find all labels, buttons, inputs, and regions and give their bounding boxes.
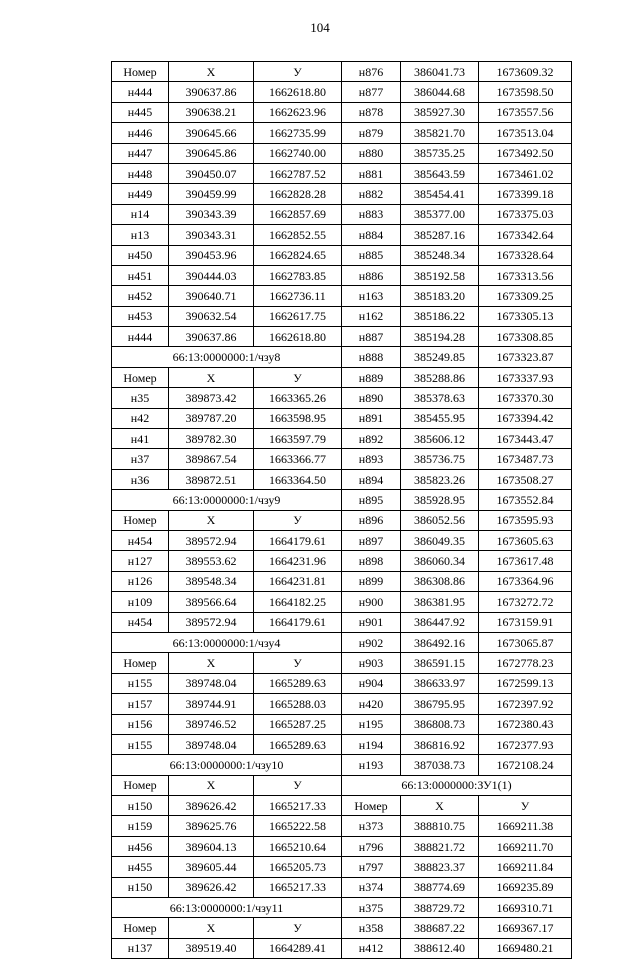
x-coordinate-cell: Х [169, 367, 254, 387]
point-number-cell: н41 [112, 429, 169, 449]
parcel-id-cell: 66:13:0000000:1/чзу9 [112, 490, 342, 510]
y-coordinate-cell: 1673492.50 [479, 143, 572, 163]
y-coordinate-cell: 1672397.92 [479, 694, 572, 714]
point-number-cell: н902 [342, 632, 401, 652]
table-row [112, 449, 572, 469]
point-number-cell: н13 [112, 225, 169, 245]
x-coordinate-cell: 385183.20 [401, 286, 479, 306]
y-coordinate-cell: 1662618.80 [254, 82, 342, 102]
coordinates-table-body [112, 62, 572, 959]
x-coordinate-cell: 385186.22 [401, 306, 479, 326]
y-coordinate-cell: 1669310.71 [479, 898, 572, 918]
table-row [112, 184, 572, 204]
y-coordinate-cell: 1673513.04 [479, 123, 572, 143]
x-coordinate-cell: 385823.26 [401, 469, 479, 489]
x-coordinate-cell: 386447.92 [401, 612, 479, 632]
point-number-cell: н444 [112, 327, 169, 347]
x-coordinate-cell: 389873.42 [169, 388, 254, 408]
parcel-id-cell: 66:13:0000000:1/чзу4 [112, 632, 342, 652]
y-coordinate-cell: 1662852.55 [254, 225, 342, 245]
x-coordinate-cell: 390645.86 [169, 143, 254, 163]
parcel-id-cell: 66:13:0000000:1/чзу8 [112, 347, 342, 367]
point-number-cell: н42 [112, 408, 169, 428]
point-number-cell: н896 [342, 510, 401, 530]
y-coordinate-cell: 1663366.77 [254, 449, 342, 469]
y-coordinate-cell: 1663598.95 [254, 408, 342, 428]
point-number-cell: н899 [342, 571, 401, 591]
point-number-cell: н412 [342, 938, 401, 958]
y-coordinate-cell: 1673557.56 [479, 102, 572, 122]
point-number-cell: н155 [112, 734, 169, 754]
x-coordinate-cell: 386308.86 [401, 571, 479, 591]
y-coordinate-cell: 1673308.85 [479, 327, 572, 347]
x-coordinate-cell: 386633.97 [401, 673, 479, 693]
x-coordinate-cell: 386816.92 [401, 734, 479, 754]
y-coordinate-cell: 1665287.25 [254, 714, 342, 734]
point-number-cell: н885 [342, 245, 401, 265]
x-coordinate-cell: 390632.54 [169, 306, 254, 326]
x-coordinate-cell: 389746.52 [169, 714, 254, 734]
y-coordinate-cell: 1673159.91 [479, 612, 572, 632]
point-number-cell: н373 [342, 816, 401, 836]
point-number-cell: н898 [342, 551, 401, 571]
point-number-cell: н892 [342, 429, 401, 449]
y-coordinate-cell: 1669480.21 [479, 938, 572, 958]
y-coordinate-cell: 1665210.64 [254, 836, 342, 856]
y-coordinate-cell: У [254, 367, 342, 387]
point-number-cell: н127 [112, 551, 169, 571]
x-coordinate-cell: 390453.96 [169, 245, 254, 265]
parcel-id-cell: 66:13:0000000:1/чзу11 [112, 898, 342, 918]
table-row [112, 734, 572, 754]
y-coordinate-cell: У [254, 510, 342, 530]
x-coordinate-cell: 385378.63 [401, 388, 479, 408]
y-coordinate-cell: 1662857.69 [254, 204, 342, 224]
x-coordinate-cell: 385606.12 [401, 429, 479, 449]
point-number-cell: н879 [342, 123, 401, 143]
point-number-cell: н445 [112, 102, 169, 122]
y-coordinate-cell: 1673508.27 [479, 469, 572, 489]
point-number-cell: н137 [112, 938, 169, 958]
x-coordinate-cell: 386795.95 [401, 694, 479, 714]
point-number-cell: н886 [342, 265, 401, 285]
point-number-cell: н877 [342, 82, 401, 102]
y-coordinate-cell: 1673595.93 [479, 510, 572, 530]
y-coordinate-cell: 1664231.96 [254, 551, 342, 571]
point-number-cell: н904 [342, 673, 401, 693]
point-number-cell: н155 [112, 673, 169, 693]
x-coordinate-cell: 385821.70 [401, 123, 479, 143]
y-coordinate-cell: 1662736.11 [254, 286, 342, 306]
table-row [112, 816, 572, 836]
x-coordinate-cell: 389548.34 [169, 571, 254, 591]
point-number-cell: н358 [342, 918, 401, 938]
y-coordinate-cell: 1664179.61 [254, 530, 342, 550]
page-number: 104 [310, 20, 330, 35]
x-coordinate-cell: 389553.62 [169, 551, 254, 571]
y-coordinate-cell: 1673552.84 [479, 490, 572, 510]
point-number-cell: н162 [342, 306, 401, 326]
x-coordinate-cell: 385736.75 [401, 449, 479, 469]
point-number-cell: н887 [342, 327, 401, 347]
y-coordinate-cell: 1673313.56 [479, 265, 572, 285]
point-number-cell: Номер [112, 367, 169, 387]
y-coordinate-cell: 1673394.42 [479, 408, 572, 428]
x-coordinate-cell: 385454.41 [401, 184, 479, 204]
x-coordinate-cell: 389626.42 [169, 796, 254, 816]
y-coordinate-cell: 1673598.50 [479, 82, 572, 102]
x-coordinate-cell: 389519.40 [169, 938, 254, 958]
x-coordinate-cell: 389748.04 [169, 673, 254, 693]
x-coordinate-cell: 389744.91 [169, 694, 254, 714]
point-number-cell: н159 [112, 816, 169, 836]
point-number-cell: н156 [112, 714, 169, 734]
y-coordinate-cell: 1664231.81 [254, 571, 342, 591]
table-row [112, 102, 572, 122]
x-coordinate-cell: 390343.39 [169, 204, 254, 224]
table-row [112, 714, 572, 734]
x-coordinate-cell: 389566.64 [169, 592, 254, 612]
x-coordinate-cell: 390343.31 [169, 225, 254, 245]
x-coordinate-cell: 388810.75 [401, 816, 479, 836]
table-row [112, 204, 572, 224]
parcel-id-cell: 66:13:0000000:1/чзу10 [112, 755, 342, 775]
y-coordinate-cell: 1669211.84 [479, 857, 572, 877]
point-number-cell: н900 [342, 592, 401, 612]
point-number-cell: н126 [112, 571, 169, 591]
table-row [112, 551, 572, 571]
point-number-cell: Номер [342, 796, 401, 816]
point-number-cell: н903 [342, 653, 401, 673]
table-row [112, 653, 572, 673]
x-coordinate-cell: 390637.86 [169, 82, 254, 102]
table-row [112, 62, 572, 82]
point-number-cell: н420 [342, 694, 401, 714]
x-coordinate-cell: 386041.73 [401, 62, 479, 82]
x-coordinate-cell: 389787.20 [169, 408, 254, 428]
y-coordinate-cell: 1669211.70 [479, 836, 572, 856]
y-coordinate-cell: 1662824.65 [254, 245, 342, 265]
x-coordinate-cell: 389872.51 [169, 469, 254, 489]
table-row [112, 918, 572, 938]
table-row [112, 612, 572, 632]
point-number-cell: н444 [112, 82, 169, 102]
point-number-cell: н452 [112, 286, 169, 306]
x-coordinate-cell: 385928.95 [401, 490, 479, 510]
x-coordinate-cell: 388729.72 [401, 898, 479, 918]
x-coordinate-cell: 389572.94 [169, 612, 254, 632]
x-coordinate-cell: 385643.59 [401, 163, 479, 183]
table-row [112, 163, 572, 183]
x-coordinate-cell: 389625.76 [169, 816, 254, 836]
y-coordinate-cell: 1673272.72 [479, 592, 572, 612]
point-number-cell: н109 [112, 592, 169, 612]
y-coordinate-cell: 1662787.52 [254, 163, 342, 183]
x-coordinate-cell: 388612.40 [401, 938, 479, 958]
y-coordinate-cell: 1673342.64 [479, 225, 572, 245]
table-row [112, 143, 572, 163]
y-coordinate-cell: 1672380.43 [479, 714, 572, 734]
x-coordinate-cell: 390444.03 [169, 265, 254, 285]
table-row [112, 592, 572, 612]
point-number-cell: н895 [342, 490, 401, 510]
x-coordinate-cell: 389572.94 [169, 530, 254, 550]
table-row [112, 898, 572, 918]
y-coordinate-cell: 1669211.38 [479, 816, 572, 836]
y-coordinate-cell: 1672108.24 [479, 755, 572, 775]
y-coordinate-cell: У [254, 653, 342, 673]
point-number-cell: н194 [342, 734, 401, 754]
point-number-cell: н882 [342, 184, 401, 204]
y-coordinate-cell: У [254, 775, 342, 795]
x-coordinate-cell: 390450.07 [169, 163, 254, 183]
table-row [112, 877, 572, 897]
point-number-cell: н195 [342, 714, 401, 734]
point-number-cell: н150 [112, 877, 169, 897]
x-coordinate-cell: 385927.30 [401, 102, 479, 122]
point-number-cell: н163 [342, 286, 401, 306]
table-row [112, 836, 572, 856]
x-coordinate-cell: 385192.58 [401, 265, 479, 285]
point-number-cell: н454 [112, 530, 169, 550]
y-coordinate-cell: 1665222.58 [254, 816, 342, 836]
point-number-cell: н37 [112, 449, 169, 469]
y-coordinate-cell: 1662618.80 [254, 327, 342, 347]
y-coordinate-cell: 1673337.93 [479, 367, 572, 387]
table-row [112, 347, 572, 367]
point-number-cell: н878 [342, 102, 401, 122]
table-row [112, 306, 572, 326]
x-coordinate-cell: 385248.34 [401, 245, 479, 265]
table-row [112, 673, 572, 693]
x-coordinate-cell: 385288.86 [401, 367, 479, 387]
y-coordinate-cell: 1665289.63 [254, 673, 342, 693]
table-row [112, 367, 572, 387]
x-coordinate-cell: Х [169, 62, 254, 82]
y-coordinate-cell: 1663364.50 [254, 469, 342, 489]
x-coordinate-cell: Х [169, 918, 254, 938]
x-coordinate-cell: 388774.69 [401, 877, 479, 897]
y-coordinate-cell: 1665288.03 [254, 694, 342, 714]
table-row [112, 755, 572, 775]
point-number-cell: н193 [342, 755, 401, 775]
table-row [112, 938, 572, 958]
point-number-cell: н890 [342, 388, 401, 408]
point-number-cell: н454 [112, 612, 169, 632]
table-row [112, 327, 572, 347]
x-coordinate-cell: 388687.22 [401, 918, 479, 938]
x-coordinate-cell: 389604.13 [169, 836, 254, 856]
point-number-cell: н888 [342, 347, 401, 367]
x-coordinate-cell: 386492.16 [401, 632, 479, 652]
y-coordinate-cell: 1673617.48 [479, 551, 572, 571]
point-number-cell: н881 [342, 163, 401, 183]
x-coordinate-cell: Х [401, 796, 479, 816]
point-number-cell: н889 [342, 367, 401, 387]
x-coordinate-cell: 386591.15 [401, 653, 479, 673]
point-number-cell: н876 [342, 62, 401, 82]
x-coordinate-cell: 388821.72 [401, 836, 479, 856]
x-coordinate-cell: 389748.04 [169, 734, 254, 754]
y-coordinate-cell: 1673323.87 [479, 347, 572, 367]
x-coordinate-cell: 385377.00 [401, 204, 479, 224]
y-coordinate-cell: 1663597.79 [254, 429, 342, 449]
table-row [112, 286, 572, 306]
x-coordinate-cell: Х [169, 653, 254, 673]
x-coordinate-cell: 385455.95 [401, 408, 479, 428]
point-number-cell: н453 [112, 306, 169, 326]
x-coordinate-cell: 387038.73 [401, 755, 479, 775]
y-coordinate-cell: 1673305.13 [479, 306, 572, 326]
point-number-cell: Номер [112, 918, 169, 938]
table-row [112, 571, 572, 591]
point-number-cell: н883 [342, 204, 401, 224]
x-coordinate-cell: Х [169, 510, 254, 530]
table-row [112, 82, 572, 102]
x-coordinate-cell: 386052.56 [401, 510, 479, 530]
table-row [112, 265, 572, 285]
y-coordinate-cell: 1673461.02 [479, 163, 572, 183]
x-coordinate-cell: 385287.16 [401, 225, 479, 245]
table-row [112, 632, 572, 652]
x-coordinate-cell: 389605.44 [169, 857, 254, 877]
x-coordinate-cell: 388823.37 [401, 857, 479, 877]
y-coordinate-cell: 1665205.73 [254, 857, 342, 877]
x-coordinate-cell: 386060.34 [401, 551, 479, 571]
x-coordinate-cell: 386808.73 [401, 714, 479, 734]
y-coordinate-cell: 1669235.89 [479, 877, 572, 897]
point-number-cell: Номер [112, 653, 169, 673]
point-number-cell: н455 [112, 857, 169, 877]
table-row [112, 490, 572, 510]
y-coordinate-cell: 1673443.47 [479, 429, 572, 449]
table-row [112, 530, 572, 550]
point-number-cell: н796 [342, 836, 401, 856]
y-coordinate-cell: 1665217.33 [254, 877, 342, 897]
point-number-cell: н446 [112, 123, 169, 143]
point-number-cell: н374 [342, 877, 401, 897]
y-coordinate-cell: 1662617.75 [254, 306, 342, 326]
point-number-cell: Номер [112, 775, 169, 795]
y-coordinate-cell: 1673370.30 [479, 388, 572, 408]
y-coordinate-cell: 1664179.61 [254, 612, 342, 632]
x-coordinate-cell: 389867.54 [169, 449, 254, 469]
y-coordinate-cell: 1673065.87 [479, 632, 572, 652]
point-number-cell: н893 [342, 449, 401, 469]
point-number-cell: Номер [112, 510, 169, 530]
point-number-cell: н901 [342, 612, 401, 632]
table-row [112, 429, 572, 449]
point-number-cell: н891 [342, 408, 401, 428]
table-row [112, 510, 572, 530]
x-coordinate-cell: 390640.71 [169, 286, 254, 306]
x-coordinate-cell: 390637.86 [169, 327, 254, 347]
point-number-cell: н14 [112, 204, 169, 224]
x-coordinate-cell: 390645.66 [169, 123, 254, 143]
table-row [112, 694, 572, 714]
y-coordinate-cell: 1665217.33 [254, 796, 342, 816]
y-coordinate-cell: 1672778.23 [479, 653, 572, 673]
y-coordinate-cell: 1662735.99 [254, 123, 342, 143]
table-row [112, 245, 572, 265]
table-row [112, 123, 572, 143]
parcel-id-cell: 66:13:0000000:ЗУ1(1) [342, 775, 572, 795]
point-number-cell: н449 [112, 184, 169, 204]
y-coordinate-cell: 1662783.85 [254, 265, 342, 285]
point-number-cell: н448 [112, 163, 169, 183]
point-number-cell: н447 [112, 143, 169, 163]
y-coordinate-cell: 1662828.28 [254, 184, 342, 204]
y-coordinate-cell: 1673375.03 [479, 204, 572, 224]
point-number-cell: н451 [112, 265, 169, 285]
point-number-cell: н894 [342, 469, 401, 489]
point-number-cell: н456 [112, 836, 169, 856]
x-coordinate-cell: 386381.95 [401, 592, 479, 612]
x-coordinate-cell: 385249.85 [401, 347, 479, 367]
y-coordinate-cell: 1673364.96 [479, 571, 572, 591]
point-number-cell: н150 [112, 796, 169, 816]
table-row [112, 469, 572, 489]
x-coordinate-cell: 390459.99 [169, 184, 254, 204]
table-row [112, 775, 572, 795]
table-row [112, 857, 572, 877]
table-row [112, 796, 572, 816]
y-coordinate-cell: 1664289.41 [254, 938, 342, 958]
y-coordinate-cell: 1673605.63 [479, 530, 572, 550]
y-coordinate-cell: 1672377.93 [479, 734, 572, 754]
table-row [112, 408, 572, 428]
y-coordinate-cell: 1673399.18 [479, 184, 572, 204]
point-number-cell: н884 [342, 225, 401, 245]
point-number-cell: н375 [342, 898, 401, 918]
coordinates-table [111, 61, 572, 959]
y-coordinate-cell: 1665289.63 [254, 734, 342, 754]
x-coordinate-cell: Х [169, 775, 254, 795]
y-coordinate-cell: 1672599.13 [479, 673, 572, 693]
point-number-cell: н450 [112, 245, 169, 265]
x-coordinate-cell: 385194.28 [401, 327, 479, 347]
x-coordinate-cell: 389782.30 [169, 429, 254, 449]
x-coordinate-cell: 386049.35 [401, 530, 479, 550]
x-coordinate-cell: 386044.68 [401, 82, 479, 102]
y-coordinate-cell: У [254, 62, 342, 82]
point-number-cell: н797 [342, 857, 401, 877]
x-coordinate-cell: 385735.25 [401, 143, 479, 163]
point-number-cell: н157 [112, 694, 169, 714]
y-coordinate-cell: 1662623.96 [254, 102, 342, 122]
point-number-cell: н880 [342, 143, 401, 163]
y-coordinate-cell: У [479, 796, 572, 816]
y-coordinate-cell: 1673309.25 [479, 286, 572, 306]
y-coordinate-cell: 1663365.26 [254, 388, 342, 408]
x-coordinate-cell: 389626.42 [169, 877, 254, 897]
point-number-cell: н36 [112, 469, 169, 489]
table-row [112, 225, 572, 245]
y-coordinate-cell: 1673328.64 [479, 245, 572, 265]
y-coordinate-cell: У [254, 918, 342, 938]
point-number-cell: н897 [342, 530, 401, 550]
table-row [112, 388, 572, 408]
y-coordinate-cell: 1669367.17 [479, 918, 572, 938]
y-coordinate-cell: 1664182.25 [254, 592, 342, 612]
x-coordinate-cell: 390638.21 [169, 102, 254, 122]
y-coordinate-cell: 1662740.00 [254, 143, 342, 163]
point-number-cell: Номер [112, 62, 169, 82]
y-coordinate-cell: 1673609.32 [479, 62, 572, 82]
point-number-cell: н35 [112, 388, 169, 408]
y-coordinate-cell: 1673487.73 [479, 449, 572, 469]
